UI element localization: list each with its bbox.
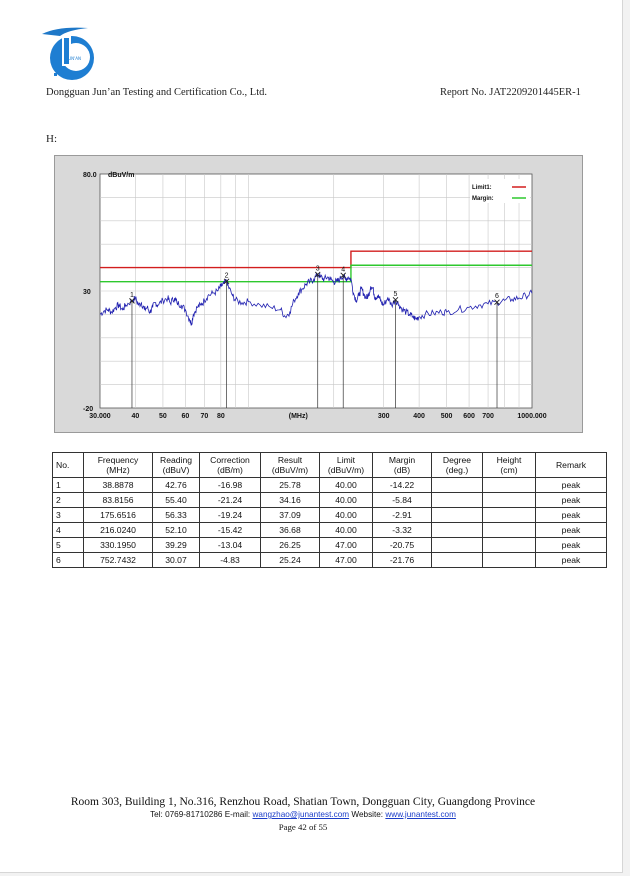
table-row [53, 538, 607, 553]
cell-result: 37.09 [261, 508, 320, 523]
table-row [53, 523, 607, 538]
column-header-line1: Margin [388, 455, 416, 465]
column-header-line1: Limit [336, 455, 356, 465]
marker-label: 2 [224, 272, 229, 280]
column-header-line2: (dBuV) [162, 465, 190, 475]
cell-degree [432, 493, 483, 508]
column-header-line2: (deg.) [445, 465, 469, 475]
cell-degree [432, 478, 483, 493]
cell-freq: 83.8156 [84, 493, 153, 508]
cell-height [483, 553, 536, 568]
emission-chart-svg [55, 156, 582, 432]
legend-label: Limit1: [472, 185, 492, 191]
table-row [53, 493, 607, 508]
cell-degree [432, 508, 483, 523]
cell-correction: -19.24 [200, 508, 261, 523]
cell-remark: peak [536, 553, 607, 568]
column-header [53, 453, 84, 478]
footer-address: Room 303, Building 1, No.316, Renzhou Road, Shatian Town, Dongguan City, Guangdong Province [70, 796, 536, 808]
results-header-row [53, 453, 607, 478]
column-header-line2: (cm) [500, 465, 518, 475]
cell-result: 34.16 [261, 493, 320, 508]
marker-label: 6 [495, 293, 499, 301]
table-row [53, 508, 607, 523]
x-tick-label: 600 [463, 413, 475, 420]
cell-height [483, 523, 536, 538]
cell-remark: peak [536, 508, 607, 523]
cell-limit: 40.00 [320, 478, 373, 493]
company-logo [38, 24, 102, 86]
column-header-line1: Reading [159, 455, 192, 465]
column-header [536, 453, 607, 478]
company-name: Dongguan Jun’an Testing and Certification Co., Ltd. [46, 87, 267, 98]
y-tick-label: 80.0 [83, 172, 97, 179]
cell-margin: -20.75 [373, 538, 432, 553]
cell-result: 26.25 [261, 538, 320, 553]
page-number: Page 42 of 55 [278, 822, 328, 832]
cell-no: 5 [53, 538, 84, 553]
cell-margin: -2.91 [373, 508, 432, 523]
cell-reading: 42.76 [153, 478, 200, 493]
x-tick-label: 80 [216, 413, 225, 420]
cell-degree [432, 538, 483, 553]
cell-freq: 216.0240 [84, 523, 153, 538]
column-header-line2: (dB) [393, 465, 411, 475]
column-header-line1: Height [496, 455, 522, 465]
cell-correction: -13.04 [200, 538, 261, 553]
cell-margin: -14.22 [373, 478, 432, 493]
x-tick-label: 400 [413, 413, 425, 420]
column-header [84, 453, 153, 478]
x-tick-label: 60 [181, 413, 190, 420]
cell-reading: 56.33 [153, 508, 200, 523]
column-header [200, 453, 261, 478]
cell-result: 36.68 [261, 523, 320, 538]
column-header-line2: (dBuV/m) [271, 465, 309, 475]
cell-limit: 40.00 [320, 523, 373, 538]
x-tick-label: 70 [200, 413, 209, 420]
column-header-line2: (MHz) [106, 465, 130, 475]
y-tick-label: -20 [83, 406, 94, 413]
logo-text: JUN'AN [67, 56, 81, 61]
cell-correction: -15.42 [200, 523, 261, 538]
table-row [53, 553, 607, 568]
cell-result: 25.78 [261, 478, 320, 493]
column-header [373, 453, 432, 478]
cell-freq: 38.8878 [84, 478, 153, 493]
table-row [53, 478, 607, 493]
cell-degree [432, 523, 483, 538]
cell-result: 25.24 [261, 553, 320, 568]
footer-tel: Tel: 0769-81710286 E-mail: [150, 810, 253, 819]
cell-no: 4 [53, 523, 84, 538]
x-tick-label: 50 [159, 413, 167, 420]
legend-label: Margin: [472, 196, 494, 202]
y-axis-unit: dBuV/m [108, 172, 135, 179]
cell-height [483, 478, 536, 493]
column-header-line1: No. [56, 460, 70, 470]
x-tick-label: 700 [482, 413, 494, 420]
cell-freq: 752.7432 [84, 553, 153, 568]
polarity-label: H: [46, 133, 57, 145]
cell-remark: peak [536, 523, 607, 538]
report-number: Report No. JAT2209201445ER-1 [440, 87, 581, 98]
cell-no: 3 [53, 508, 84, 523]
emission-chart [54, 155, 583, 433]
cell-margin: -5.84 [373, 493, 432, 508]
x-tick-label: 30.000 [89, 413, 111, 420]
cell-no: 2 [53, 493, 84, 508]
column-header [320, 453, 373, 478]
cell-height [483, 493, 536, 508]
column-header-line2: (dB/m) [217, 465, 243, 475]
column-header-line2: (dBuV/m) [327, 465, 365, 475]
cell-remark: peak [536, 538, 607, 553]
cell-correction: -16.98 [200, 478, 261, 493]
column-header-line1: Correction [210, 455, 250, 465]
x-tick-label: 1000.000 [517, 413, 547, 420]
column-header-line1: Degree [442, 455, 472, 465]
footer-email-link[interactable]: wangzhao@junantest.com [252, 810, 350, 819]
cell-reading: 39.29 [153, 538, 200, 553]
cell-margin: -21.76 [373, 553, 432, 568]
cell-height [483, 538, 536, 553]
column-header-line1: Frequency [97, 455, 139, 465]
cell-freq: 175.6516 [84, 508, 153, 523]
cell-limit: 47.00 [320, 553, 373, 568]
marker-label: 4 [341, 266, 346, 274]
marker-label: 3 [315, 265, 320, 273]
column-header [153, 453, 200, 478]
results-table [52, 452, 607, 568]
marker-label: 1 [130, 291, 134, 299]
column-header [432, 453, 483, 478]
x-tick-label: 500 [440, 413, 453, 420]
cell-remark: peak [536, 493, 607, 508]
cell-reading: 55.40 [153, 493, 200, 508]
cell-remark: peak [536, 478, 607, 493]
column-header-line1: Remark [555, 460, 587, 470]
cell-margin: -3.32 [373, 523, 432, 538]
cell-no: 6 [53, 553, 84, 568]
cell-limit: 40.00 [320, 508, 373, 523]
cell-no: 1 [53, 478, 84, 493]
column-header [483, 453, 536, 478]
y-tick-label: 30 [83, 289, 91, 296]
cell-reading: 52.10 [153, 523, 200, 538]
cell-limit: 40.00 [320, 493, 373, 508]
column-header-line1: Result [277, 455, 303, 465]
footer-contact [0, 810, 606, 819]
cell-limit: 47.00 [320, 538, 373, 553]
marker-label: 5 [393, 290, 398, 298]
cell-height [483, 508, 536, 523]
cell-correction: -21.24 [200, 493, 261, 508]
x-tick-label: 40 [131, 413, 140, 420]
cell-reading: 30.07 [153, 553, 200, 568]
x-axis-unit: (MHz) [288, 413, 308, 420]
column-header [261, 453, 320, 478]
cell-correction: -4.83 [200, 553, 261, 568]
footer-website-link[interactable]: www.junantest.com [385, 810, 456, 819]
cell-freq: 330.1950 [84, 538, 153, 553]
cell-degree [432, 553, 483, 568]
x-tick-label: 300 [377, 413, 390, 420]
footer-website-prefix: Website: [349, 810, 386, 819]
